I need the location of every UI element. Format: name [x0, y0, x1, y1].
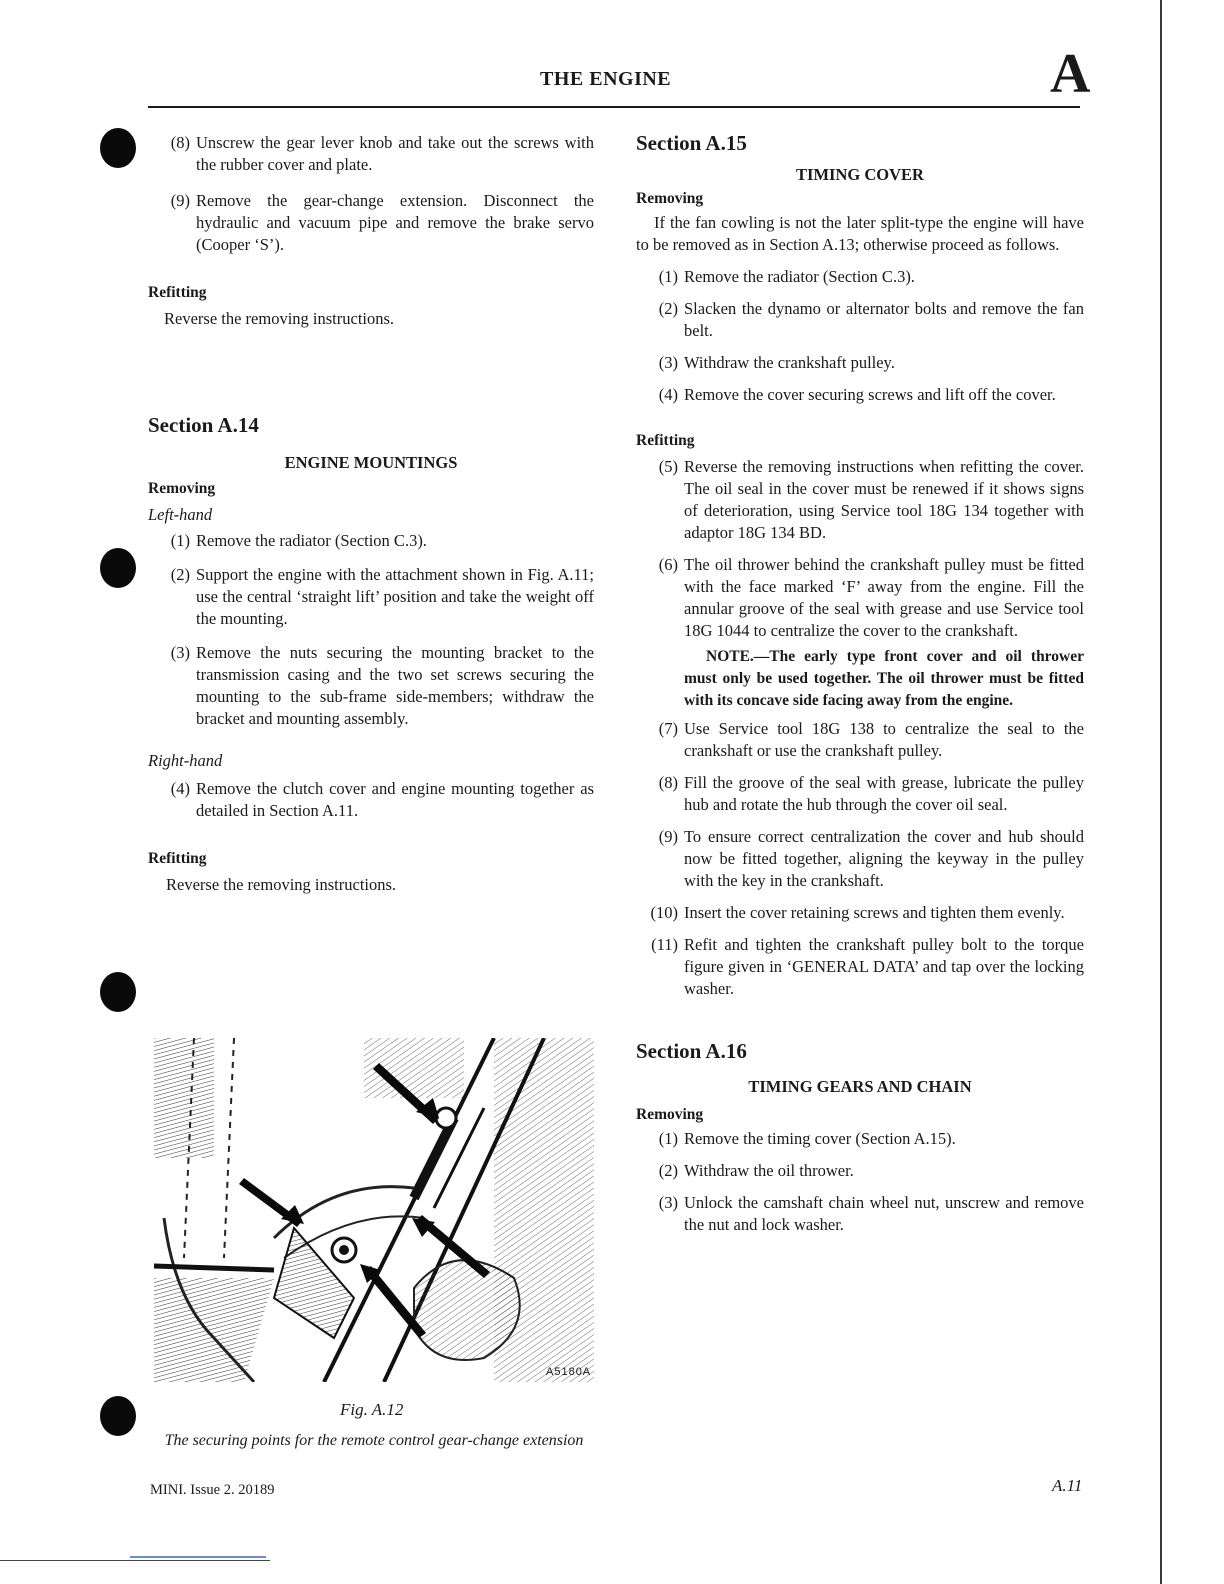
step-number: (3) [658, 1193, 678, 1212]
step-item [156, 530, 594, 552]
step-text: Support the engine with the attachment shown in Fig. A.11; use the central ‘straight lift’ position and take the weight off the mounting. [196, 565, 594, 628]
step-item [644, 554, 1084, 642]
step-number: (3) [658, 353, 678, 372]
step-number: (8) [658, 773, 678, 792]
intro-paragraph: If the fan cowling is not the later split-type the engine will have to be removed as in Section A.13; otherwise proceed as follows. [636, 213, 1084, 254]
section-a15-title: Section A.15 [636, 131, 747, 155]
step-item [156, 642, 594, 730]
step-item [644, 718, 1084, 762]
engine-mountings-heading: ENGINE MOUNTINGS [284, 453, 458, 472]
punch-hole-icon [100, 1396, 136, 1436]
page-header-title: THE ENGINE [540, 68, 672, 90]
step-item [644, 772, 1084, 816]
step-item [644, 456, 1084, 544]
figure-caption: The securing points for the remote control gear-change extension [164, 1432, 584, 1449]
step-item [644, 1160, 1084, 1182]
step-text: Withdraw the crankshaft pulley. [684, 353, 895, 372]
step-text: Remove the radiator (Section C.3). [684, 267, 915, 286]
step-text: Fill the groove of the seal with grease, lubricate the pulley hub and rotate the hub through the cover oil seal. [684, 773, 1084, 814]
section-a14-title: Section A.14 [148, 413, 259, 437]
step-text: Withdraw the oil thrower. [684, 1161, 854, 1180]
step-number: (1) [658, 1129, 678, 1148]
step-item [156, 190, 594, 256]
step-number: (1) [170, 531, 190, 550]
step-text: Remove the timing cover (Section A.15). [684, 1129, 956, 1148]
step-text: Unlock the camshaft chain wheel nut, unscrew and remove the nut and lock washer. [684, 1193, 1084, 1234]
step-item [644, 902, 1084, 924]
step-item [644, 384, 1084, 406]
bottom-scan-line [0, 1560, 270, 1561]
step-number: (2) [658, 299, 678, 318]
step-number: (7) [658, 719, 678, 738]
step-number: (1) [658, 267, 678, 286]
step-item [644, 298, 1084, 342]
step-number: (9) [658, 827, 678, 846]
step-item [156, 778, 594, 822]
figure-code: A5180A [546, 1366, 592, 1378]
page-header-letter: A [1050, 43, 1091, 105]
footer-issue-info: MINI. Issue 2. 20189 [150, 1482, 275, 1498]
step-text: Refit and tighten the crankshaft pulley bolt to the torque figure given in ‘GENERAL DATA’ and tap over the locking washer. [684, 935, 1084, 998]
figure-label: Fig. A.12 [340, 1400, 404, 1419]
step-text: Reverse the removing instructions when refitting the cover. The oil seal in the cover must be renewed if it shows signs of deterioration, using Service tool 18G 134 together with adaptor 18G 134 BD. [684, 457, 1084, 542]
step-number: (5) [658, 457, 678, 476]
refitting-text: Reverse the removing instructions. [166, 875, 397, 894]
note-paragraph: NOTE.—The early type front cover and oil thrower must only be used together. The oil thrower must be fitted with its concave side facing away from the engine. [684, 648, 1084, 709]
step-text: Remove the nuts securing the mounting bracket to the transmission casing and the two set screws securing the mounting to the sub-frame side-members; withdraw the bracket and mounting assembly. [196, 643, 594, 728]
refitting-label: Refitting [148, 284, 207, 301]
step-number: (10) [650, 903, 678, 922]
step-number: (2) [658, 1161, 678, 1180]
step-item [644, 826, 1084, 892]
section-a16-title: Section A.16 [636, 1039, 747, 1063]
refitting-label: Refitting [148, 850, 207, 867]
step-text: Remove the radiator (Section C.3). [196, 531, 427, 550]
step-item [644, 1192, 1084, 1236]
step-text: Slacken the dynamo or alternator bolts and remove the fan belt. [684, 299, 1084, 340]
footer-page-number: A.11 [1052, 1476, 1083, 1495]
left-hand-label: Left-hand [148, 505, 213, 524]
removing-label: Removing [636, 190, 704, 207]
step-item [156, 564, 594, 630]
step-text: To ensure correct centralization the cover and hub should now be fitted together, aligning the keyway in the pulley with the key in the crankshaft. [684, 827, 1084, 890]
step-number: (4) [170, 779, 190, 798]
bottom-scan-line [130, 1556, 266, 1558]
step-item [644, 266, 1084, 288]
page-edge-line [1160, 0, 1162, 1584]
refitting-text: Reverse the removing instructions. [164, 309, 395, 328]
step-text: Remove the clutch cover and engine mounting together as detailed in Section A.11. [196, 779, 594, 820]
step-number: (2) [170, 565, 190, 584]
step-text: The oil thrower behind the crankshaft pulley must be fitted with the face marked ‘F’ away from the engine. Fill the annular groove of the seal with grease and use Service tool 18G 1044 to centralize the cover to the crankshaft. [684, 555, 1084, 640]
step-item [644, 352, 1084, 374]
timing-gears-heading: TIMING GEARS AND CHAIN [748, 1077, 972, 1096]
step-number: (3) [170, 643, 190, 662]
header-rule [148, 106, 1080, 108]
refitting-label: Refitting [636, 432, 695, 449]
step-item [644, 934, 1084, 1000]
timing-cover-heading: TIMING COVER [796, 165, 924, 184]
step-number: (6) [658, 555, 678, 574]
step-text: Unscrew the gear lever knob and take out the screws with the rubber cover and plate. [196, 133, 594, 174]
punch-hole-icon [100, 548, 136, 588]
step-number: (4) [658, 385, 678, 404]
figure-a12-illustration [154, 1038, 594, 1382]
step-item [156, 132, 594, 176]
punch-hole-icon [100, 972, 136, 1012]
removing-label: Removing [636, 1106, 704, 1123]
step-text: Remove the gear-change extension. Disconnect the hydraulic and vacuum pipe and remove the brake servo (Cooper ‘S’). [196, 191, 594, 254]
right-hand-label: Right-hand [148, 751, 223, 770]
right-column [636, 132, 1084, 1236]
step-text: Use Service tool 18G 138 to centralize the seal to the crankshaft or use the crankshaft pulley. [684, 719, 1084, 760]
step-number: (9) [170, 191, 190, 210]
step-text: Remove the cover securing screws and lift off the cover. [684, 385, 1056, 404]
punch-hole-icon [100, 128, 136, 168]
step-item [644, 1128, 1084, 1150]
left-column [148, 132, 594, 896]
removing-label: Removing [148, 480, 216, 497]
step-number: (8) [170, 133, 190, 152]
step-number: (11) [651, 935, 678, 954]
step-text: Insert the cover retaining screws and tighten them evenly. [684, 903, 1065, 922]
